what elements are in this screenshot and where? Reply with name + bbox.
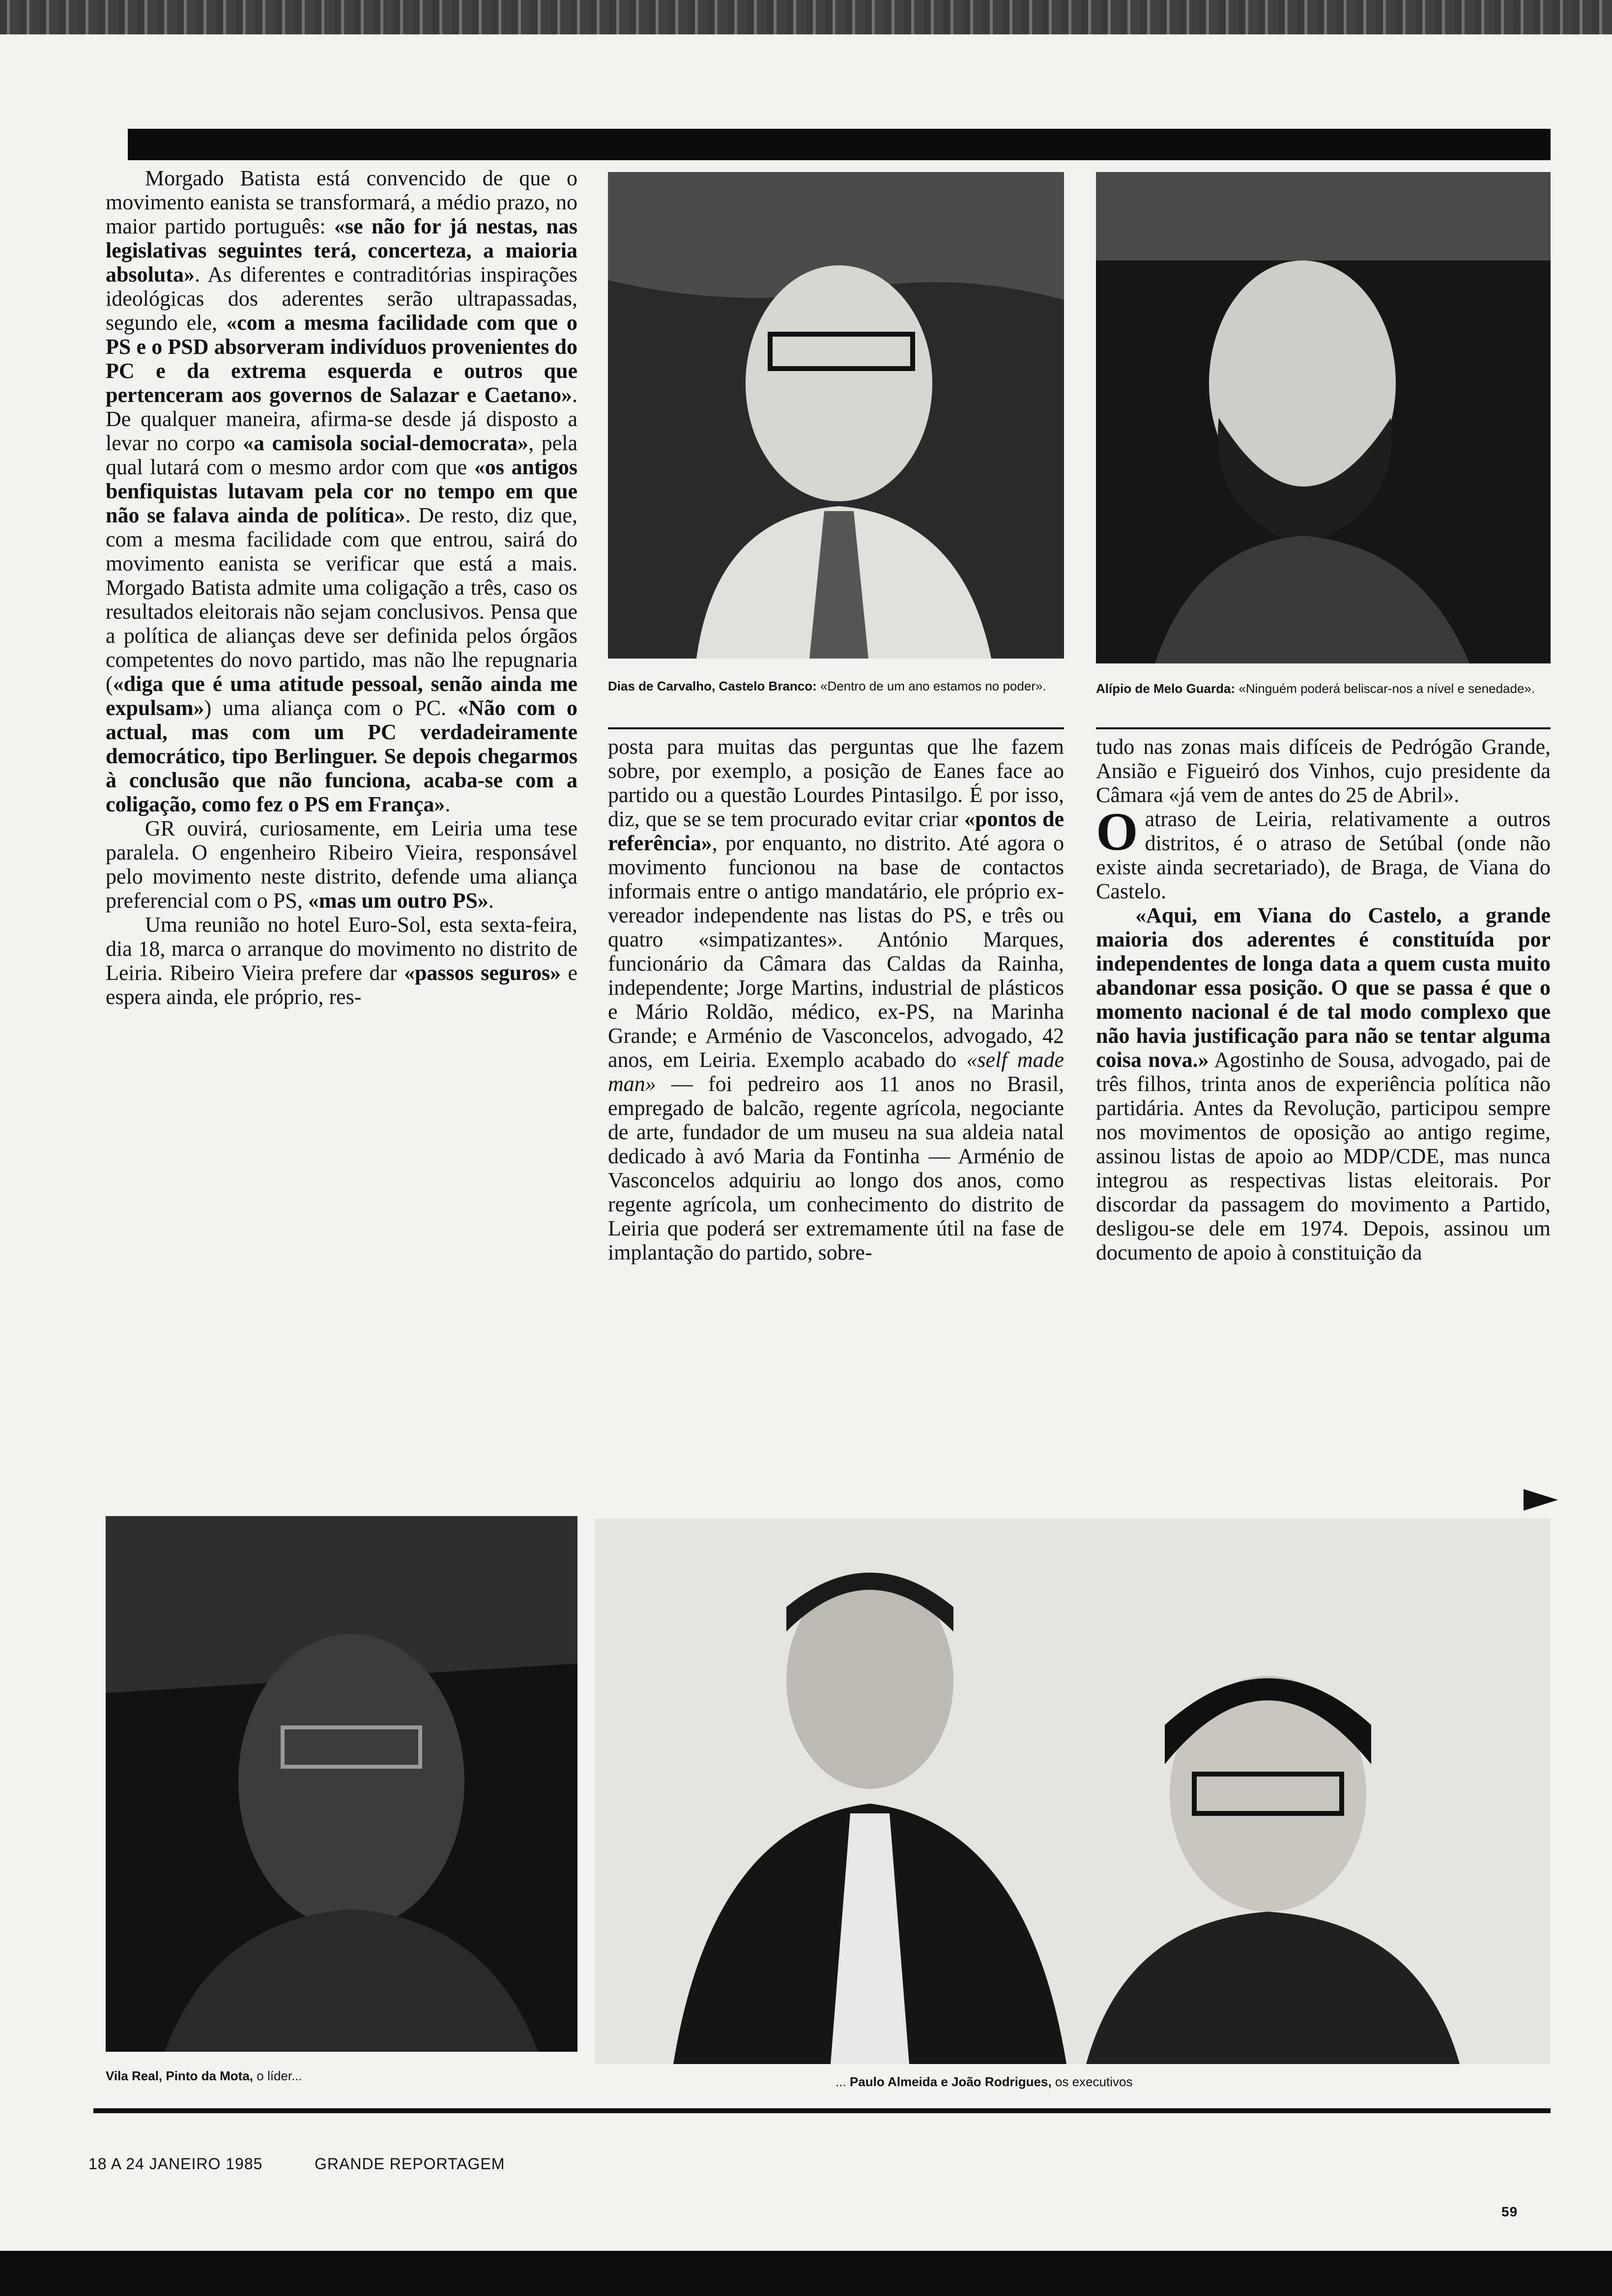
paragraph: «Aqui, em Viana do Castelo, a grande maioria dos aderentes é constituída por independentes de longa data a quem custa muito abandonar essa posição. O que se passa é que o momento nacional é de tal modo complexo que não havia justificação para não se tentar alguma coisa nova.» Agostinho de Sousa, advogado, pai de três filhos, trinta anos de experiência política não partidária. Antes da Revolução, participou sempre nos movimentos de oposição ao antigo regime, assinou listas de apoio ao MDP/CDE, mas nunca integrou as respectivas listas eleitorais. Por discordar da passagem do movimento a Partido, desligou-se dele em 1974. Depois, assinou um documento de apoio à constituição da [1096, 903, 1551, 1264]
scan-bottom-edge [0, 2251, 1612, 2296]
photo-paulo-almeida-joao-rodrigues [595, 1519, 1551, 2064]
portrait-illustration [608, 172, 1064, 659]
photo3-caption: Vila Real, Pinto da Mota, o líder... [106, 2068, 302, 2083]
paragraph: tudo nas zonas mais difíceis de Pedrógão Grande, Ansião e Figueiró dos Vinhos, cujo presidente da Câmara «já vem de antes do 25 de Abril». [1096, 735, 1551, 807]
paragraph: posta para muitas das perguntas que lhe fazem sobre, por exemplo, a posição de Eanes face ao partido ou a questão Lourdes Pintasilgo. É por isso, diz, que se se tem procurado evitar criar «pontos de referência», por enquanto, no distrito. Até agora o movimento funcionou na base de contactos informais entre o antigo mandatário, ele próprio ex-vereador independente nas listas do PS, e três ou quatro «simpatizantes». António Marques, funcionário da Câmara das Caldas da Rainha, independente; Jorge Martins, industrial de plásticos e Mário Roldão, médico, ex-PS, na Marinha Grande; e Arménio de Vasconcelos, advogado, 42 anos, em Leiria. Exemplo acabado do «self made man» — foi pedreiro aos 11 anos no Brasil, empregado de balcão, regente agrícola, negociante de arte, fundador de um museu na sua aldeia natal dedicado à avó Maria da Fontinha — Arménio de Vasconcelos adquiriu ao longo dos anos, como regente agrícola, um conhecimento do distrito de Leiria que poderá ser extremamente útil na fase de implantação do partido, sobre- [608, 735, 1064, 1264]
photo-alipio-de-melo-guarda [1096, 172, 1551, 663]
photo-dias-de-carvalho [608, 172, 1064, 659]
drop-cap: O [1096, 802, 1138, 861]
column-rule [608, 727, 1064, 729]
photo1-caption: Dias de Carvalho, Castelo Branco: «Dentro de um ano estamos no poder». [608, 679, 1046, 693]
footer-rule [93, 2108, 1551, 2113]
scan-top-edge [0, 0, 1612, 34]
photo2-caption: Alípio de Melo Guarda: «Ninguém poderá beliscar-nos a nível e senedade». [1096, 681, 1535, 696]
header-rule-bar [128, 129, 1551, 160]
footer-publication: GRANDE REPORTAGEM [315, 2155, 505, 2173]
column-rule [1096, 727, 1551, 729]
article-column-2 [608, 735, 1064, 1492]
portrait-illustration [595, 1519, 1551, 2064]
article-column-1 [106, 166, 577, 1483]
footer-issue-date: 18 A 24 JANEIRO 1985 [88, 2155, 263, 2173]
paragraph: Morgado Batista está convencido de que o movimento eanista se transformará, a médio prazo, no maior partido português: «se não for já nestas, nas legislativas seguintes terá, concerteza, a maioria absoluta». As diferentes e contraditórias inspirações ideológicas dos aderentes serão ultrapassadas, segundo ele, «com a mesma facilidade com que o PS e o PSD absorveram indivíduos provenientes do PC e da extrema esquerda e outros que pertenceram aos governos de Salazar e Caetano». De qualquer maneira, afirma-se desde já disposto a levar no corpo «a camisola social-democrata», pela qual lutará com o mesmo ardor com que «os antigos benfiquistas lutavam pela cor no tempo em que não se falava ainda de política». De resto, diz que, com a mesma facilidade com que entrou, sairá do movimento eanista se verificar que está a mais. Morgado Batista admite uma coligação a três, caso os resultados eleitorais não sejam conclusivos. Pensa que a política de alianças deve ser definida pelos órgãos competentes do novo partido, mas não lhe repugnaria («diga que é uma atitude pessoal, senão ainda me expulsam») uma aliança com o PC. «Não com o actual, mas com um PC verdadeiramente democrático, tipo Berlinguer. Se depois chegarmos à conclusão que não funciona, acaba-se com a coligação, como fez o PS em França». [106, 166, 578, 816]
paragraph: GR ouvirá, curiosamente, em Leiria uma tese paralela. O engenheiro Ribeiro Vieira, responsável pelo movimento neste distrito, defende uma aliança preferencial com o PS, «mas um outro PS». [106, 816, 577, 913]
portrait-illustration [106, 1516, 577, 2052]
photo-pinto-da-mota [106, 1516, 577, 2052]
paragraph: Uma reunião no hotel Euro-Sol, esta sexta-feira, dia 18, marca o arranque do movimento no distrito de Leiria. Ribeiro Vieira prefere dar «passos seguros» e espera ainda, ele próprio, res- [106, 913, 577, 1009]
page-number: 59 [1501, 2204, 1518, 2219]
continue-arrow-icon [1524, 1489, 1558, 1511]
article-column-3 [1096, 735, 1551, 1492]
photo4-caption: ... Paulo Almeida e João Rodrigues, os executivos [835, 2074, 1133, 2089]
paragraph: O atraso de Leiria, relativamente a outros distritos, é o atraso de Setúbal (onde não existe ainda secretariado), de Braga, de Viana do Castelo. [1096, 802, 1551, 903]
portrait-illustration [1096, 172, 1551, 663]
